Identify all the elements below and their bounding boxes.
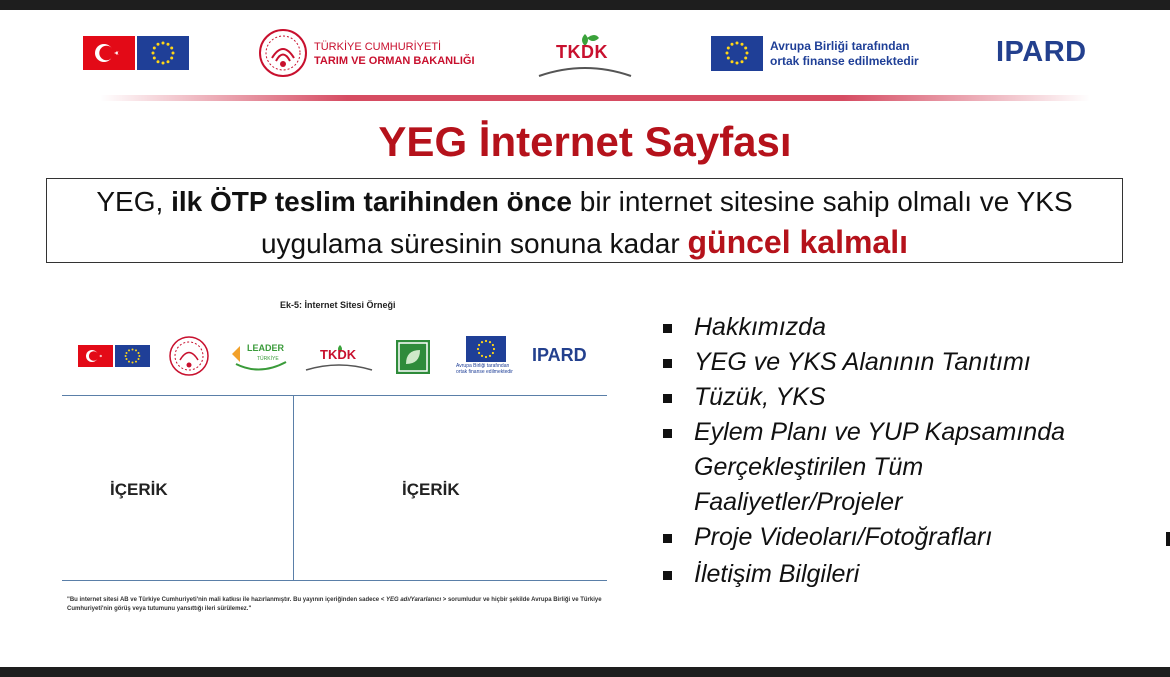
list-item — [662, 415, 1089, 520]
list-item — [662, 310, 1142, 345]
content-left: İÇERİK — [110, 480, 168, 499]
eu-flag-icon — [115, 345, 150, 367]
statement-part-1: YEG, — [96, 186, 172, 217]
list-item — [662, 380, 1142, 415]
example-disclaimer — [67, 596, 607, 614]
statement-bold: ilk ÖTP teslim tarihinden önce — [171, 186, 572, 217]
tkdk-text: TKDK — [320, 347, 357, 362]
eu-flag-icon — [711, 36, 763, 71]
scroll-edge-marker — [1166, 532, 1170, 546]
eu-flag-icon — [137, 36, 189, 70]
bottom-bar — [0, 667, 1170, 677]
list-item-text: Hakkımızda — [694, 313, 826, 341]
leaf-logo-icon — [396, 340, 430, 374]
turkey-flag-icon — [78, 345, 113, 367]
header-divider — [100, 95, 1090, 101]
turkey-flag-icon — [83, 36, 135, 70]
list-item — [662, 520, 1142, 555]
bullet-icon — [663, 429, 672, 438]
tkdk-text: TKDK — [556, 42, 608, 62]
list-item — [662, 345, 1142, 380]
bullet-icon — [663, 359, 672, 368]
eu-line-1: Avrupa Birliği tarafından — [770, 39, 910, 53]
eu-line-1: Avrupa Birliği tarafından — [456, 363, 510, 369]
list-item-text: Tüzük, YKS — [694, 383, 826, 411]
list-item-text: İletişim Bilgileri — [694, 560, 860, 588]
bullet-icon — [663, 394, 672, 403]
example-divider-bottom — [62, 580, 607, 581]
eu-funding-text — [456, 363, 513, 375]
ministry-line-1: TÜRKİYE CUMHURİYETİ — [314, 41, 442, 53]
content-right: İÇERİK — [402, 480, 460, 499]
list-item-text: Eylem Planı ve YUP Kapsamında Gerçekleştirilen Tüm Faaliyetler/Projeler — [694, 418, 1066, 516]
top-bar — [0, 0, 1170, 10]
example-divider-vertical — [293, 395, 294, 580]
statement-part-3: bir internet sitesine sahip olmalı ve YKS uygulama süresinin sonuna kadar — [260, 186, 1073, 259]
list-item-text: YEG ve YKS Alanının Tanıtımı — [694, 348, 1031, 376]
ministry-name — [314, 40, 475, 68]
content-list — [662, 310, 1142, 592]
ipard-logo: IPARD — [532, 345, 587, 365]
disclaimer-part-2: > sorumludur ve hiçbir şekilde Avrupa Birliği ve Türkiye Cumhuriyeti'nin görüş veya tutumunu yansıttığı ileri sürülemez." — [67, 597, 602, 612]
bullet-icon — [663, 571, 672, 580]
ministry-emblem-icon — [168, 335, 210, 377]
bullet-icon — [663, 324, 672, 333]
eu-line-2: ortak finanse edilmektedir — [770, 54, 919, 68]
leader-subtext: TÜRKİYE — [257, 356, 279, 362]
disclaimer-part-1: "Bu internet sitesi AB ve Türkiye Cumhuriyeti'nin mali katkısı ile hazırlanmıştır. Bu yayının içeriğinden sadece < — [67, 597, 386, 603]
eu-funding-text — [770, 39, 919, 69]
disclaimer-italic: YEG adı/Yararlanıcı — [385, 597, 442, 603]
leader-text: LEADER — [247, 343, 285, 353]
eu-flag-icon — [466, 336, 506, 362]
list-item-text: Proje Videoları/Fotoğrafları — [694, 523, 993, 551]
ipard-logo: IPARD — [996, 36, 1087, 68]
ministry-line-2: TARIM VE ORMAN BAKANLIĞI — [314, 55, 475, 67]
bullet-icon — [663, 534, 672, 543]
example-divider-top — [62, 395, 607, 396]
slide-title: YEG İnternet Sayfası — [378, 118, 792, 165]
list-item — [662, 557, 1142, 592]
example-title: Ek-5: İnternet Sitesi Örneği — [280, 300, 396, 310]
ministry-emblem-icon — [258, 28, 308, 78]
slide — [0, 10, 1170, 667]
statement-box — [46, 178, 1123, 263]
eu-line-2: ortak finanse edilmektedir — [456, 369, 513, 375]
statement-red: güncel kalmalı — [687, 224, 908, 260]
